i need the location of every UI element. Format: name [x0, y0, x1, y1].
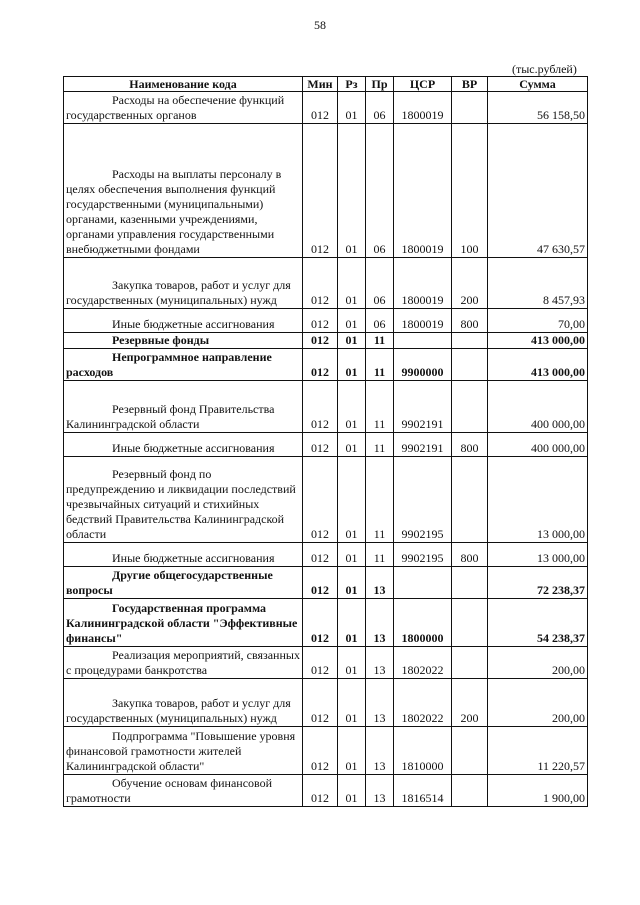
row-pr: 13: [366, 647, 394, 679]
row-min: 012: [303, 349, 338, 381]
row-min: 012: [303, 457, 338, 543]
row-name-text: Закупка товаров, работ и услуг для государственных (муниципальных) нужд: [66, 696, 291, 725]
row-vr: [452, 92, 488, 124]
row-sum: 13 000,00: [488, 457, 588, 543]
row-sum: 72 238,37: [488, 567, 588, 599]
row-min: 012: [303, 679, 338, 727]
row-min: 012: [303, 124, 338, 258]
table-row: [64, 599, 588, 647]
row-pr: 13: [366, 679, 394, 727]
row-name-text: Обучение основам финансовой грамотности: [66, 776, 273, 805]
row-name-text: Резервный фонд по предупреждению и ликвидации последствий чрезвычайных ситуаций и стихийных бедствий Правительства Калининградской области: [66, 467, 296, 541]
row-sum: 413 000,00: [488, 333, 588, 349]
header-rz: Рз: [338, 77, 366, 92]
header-min: Мин: [303, 77, 338, 92]
row-vr: [452, 599, 488, 647]
row-min: 012: [303, 309, 338, 333]
page-number: 58: [314, 18, 326, 32]
row-sum: 1 900,00: [488, 775, 588, 807]
table-row: [64, 543, 588, 567]
row-name: [64, 349, 303, 381]
row-sum: 400 000,00: [488, 381, 588, 433]
row-min: 012: [303, 543, 338, 567]
row-pr: 13: [366, 599, 394, 647]
row-rz: 01: [338, 775, 366, 807]
row-min: 012: [303, 599, 338, 647]
row-rz: 01: [338, 381, 366, 433]
row-name: [64, 381, 303, 433]
row-name: [64, 433, 303, 457]
row-name-text: Другие общегосударственные вопросы: [66, 568, 273, 597]
row-csr: 9902191: [394, 433, 452, 457]
row-csr: 1800019: [394, 258, 452, 309]
row-pr: 06: [366, 258, 394, 309]
table-row: [64, 647, 588, 679]
row-name-text: Государственная программа Калининградской области "Эффективные финансы": [66, 601, 298, 645]
row-rz: 01: [338, 543, 366, 567]
table-row: [64, 775, 588, 807]
row-pr: 11: [366, 381, 394, 433]
row-min: 012: [303, 381, 338, 433]
row-csr: 9902191: [394, 381, 452, 433]
row-csr: 9902195: [394, 543, 452, 567]
row-name: [64, 124, 303, 258]
row-rz: 01: [338, 647, 366, 679]
row-sum: 47 630,57: [488, 124, 588, 258]
row-name: [64, 727, 303, 775]
row-name: [64, 647, 303, 679]
row-vr: [452, 647, 488, 679]
row-name: [64, 599, 303, 647]
row-pr: 06: [366, 92, 394, 124]
row-rz: 01: [338, 309, 366, 333]
table-row: [64, 457, 588, 543]
row-vr: [452, 775, 488, 807]
table-row: [64, 349, 588, 381]
row-csr: 9902195: [394, 457, 452, 543]
row-csr: 1800019: [394, 309, 452, 333]
row-name: [64, 567, 303, 599]
row-pr: 13: [366, 775, 394, 807]
table-row: [64, 309, 588, 333]
row-min: 012: [303, 727, 338, 775]
row-csr: 1800000: [394, 599, 452, 647]
row-min: 012: [303, 258, 338, 309]
budget-table: [63, 76, 588, 807]
row-name-text: Иные бюджетные ассигнования: [112, 317, 275, 331]
row-vr: 800: [452, 543, 488, 567]
row-name: [64, 258, 303, 309]
row-name: [64, 92, 303, 124]
row-vr: [452, 349, 488, 381]
row-sum: 8 457,93: [488, 258, 588, 309]
row-pr: 11: [366, 457, 394, 543]
row-vr: 200: [452, 679, 488, 727]
row-sum: 200,00: [488, 679, 588, 727]
row-pr: 11: [366, 543, 394, 567]
row-rz: 01: [338, 679, 366, 727]
row-rz: 01: [338, 92, 366, 124]
row-csr: 1802022: [394, 679, 452, 727]
header-row: [64, 77, 588, 92]
row-name-text: Реализация мероприятий, связанных с процедурами банкротства: [66, 648, 300, 677]
header-pr: Пр: [366, 77, 394, 92]
row-min: 012: [303, 647, 338, 679]
row-sum: 56 158,50: [488, 92, 588, 124]
row-name-text: Иные бюджетные ассигнования: [112, 441, 275, 455]
row-csr: 1802022: [394, 647, 452, 679]
table-row: [64, 92, 588, 124]
row-min: 012: [303, 333, 338, 349]
row-pr: 13: [366, 727, 394, 775]
row-name: [64, 679, 303, 727]
table-row: [64, 124, 588, 258]
table-row: [64, 258, 588, 309]
row-min: 012: [303, 433, 338, 457]
table-row: [64, 679, 588, 727]
row-sum: 70,00: [488, 309, 588, 333]
row-csr: 9900000: [394, 349, 452, 381]
row-vr: 800: [452, 309, 488, 333]
row-csr: 1816514: [394, 775, 452, 807]
row-pr: 11: [366, 433, 394, 457]
row-name-text: Резервный фонд Правительства Калининградской области: [66, 402, 275, 431]
row-csr: 1800019: [394, 92, 452, 124]
row-rz: 01: [338, 599, 366, 647]
row-name: [64, 543, 303, 567]
row-vr: [452, 457, 488, 543]
row-pr: 11: [366, 333, 394, 349]
row-name-text: Расходы на выплаты персоналу в целях обеспечения выполнения функций государственными (муниципальными) органами, казенными учреждениями, органами управления государственными внебюджетными фондами: [66, 167, 282, 256]
row-rz: 01: [338, 727, 366, 775]
row-min: 012: [303, 567, 338, 599]
row-name-text: Иные бюджетные ассигнования: [112, 551, 275, 565]
row-vr: [452, 567, 488, 599]
row-vr: [452, 727, 488, 775]
header-vr: ВР: [452, 77, 488, 92]
row-rz: 01: [338, 567, 366, 599]
row-sum: 13 000,00: [488, 543, 588, 567]
row-name: [64, 775, 303, 807]
header-sum: Сумма: [488, 77, 588, 92]
row-vr: 100: [452, 124, 488, 258]
row-name-text: Резервные фонды: [112, 333, 210, 347]
row-name-text: Закупка товаров, работ и услуг для государственных (муниципальных) нужд: [66, 278, 291, 307]
row-csr: 1810000: [394, 727, 452, 775]
row-min: 012: [303, 92, 338, 124]
row-pr: 06: [366, 309, 394, 333]
row-vr: [452, 381, 488, 433]
header-name: Наименование кода: [64, 77, 303, 92]
table-row: [64, 333, 588, 349]
row-sum: 200,00: [488, 647, 588, 679]
row-rz: 01: [338, 124, 366, 258]
row-csr: [394, 333, 452, 349]
row-pr: 11: [366, 349, 394, 381]
row-sum: 54 238,37: [488, 599, 588, 647]
row-name-text: Подпрограмма "Повышение уровня финансовой грамотности жителей Калининградской области": [66, 729, 296, 773]
row-name: [64, 333, 303, 349]
row-rz: 01: [338, 333, 366, 349]
row-rz: 01: [338, 433, 366, 457]
row-pr: 13: [366, 567, 394, 599]
row-sum: 11 220,57: [488, 727, 588, 775]
table-row: [64, 433, 588, 457]
row-sum: 413 000,00: [488, 349, 588, 381]
row-name: [64, 309, 303, 333]
row-vr: 800: [452, 433, 488, 457]
table-row: [64, 567, 588, 599]
row-name-text: Непрограммное направление расходов: [66, 350, 272, 379]
table-row: [64, 727, 588, 775]
row-vr: 200: [452, 258, 488, 309]
row-pr: 06: [366, 124, 394, 258]
row-rz: 01: [338, 258, 366, 309]
row-min: 012: [303, 775, 338, 807]
row-sum: 400 000,00: [488, 433, 588, 457]
row-rz: 01: [338, 349, 366, 381]
header-csr: ЦСР: [394, 77, 452, 92]
table-row: [64, 381, 588, 433]
row-csr: 1800019: [394, 124, 452, 258]
row-csr: [394, 567, 452, 599]
row-rz: 01: [338, 457, 366, 543]
row-name: [64, 457, 303, 543]
row-name-text: Расходы на обеспечение функций государственных органов: [66, 93, 285, 122]
units-label: (тыс.рублей): [512, 62, 577, 76]
row-vr: [452, 333, 488, 349]
